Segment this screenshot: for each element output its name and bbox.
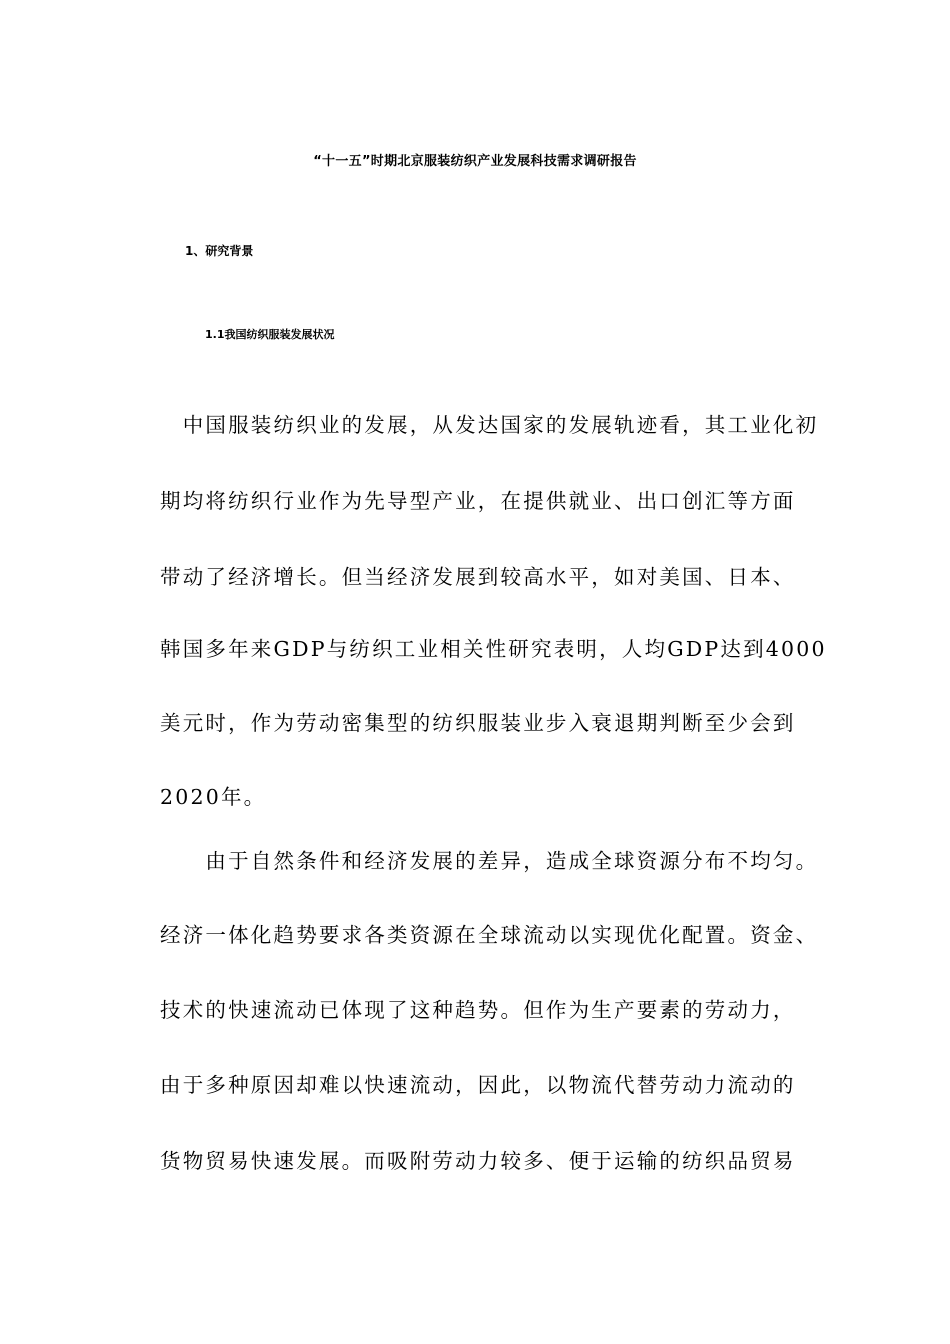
document-title: “十一五”时期北京服装纺织产业发展科技需求调研报告 [313,154,637,169]
paragraph-line: 由于多种原因却难以快速流动，因此，以物流代替劳动力流动的 [160,1073,796,1097]
paragraph-line: 中国服装纺织业的发展，从发达国家的发展轨迹看，其工业化初 [160,413,819,437]
paragraph-line: 2020年。 [160,785,267,809]
paragraph-line: 期均将纺织行业作为先导型产业，在提供就业、出口创汇等方面 [160,489,796,513]
paragraph-line: 带动了经济增长。但当经济发展到较高水平，如对美国、日本、 [160,565,796,589]
subsection-heading: 1.1我国纺织服装发展状况 [205,328,335,341]
section-heading: 1、研究背景 [185,244,254,258]
paragraph-line: 美元时，作为劳动密集型的纺织服装业步入衰退期判断至少会到 [160,711,796,735]
paragraph-line: 经济一体化趋势要求各类资源在全球流动以实现优化配置。资金、 [160,923,819,947]
paragraph-line: 韩国多年来GDP与纺织工业相关性研究表明，人均GDP达到4000 [160,637,827,661]
paragraph-line: 由于自然条件和经济发展的差异，造成全球资源分布不均匀。 [160,849,819,873]
paragraph-line: 技术的快速流动已体现了这种趋势。但作为生产要素的劳动力， [160,998,796,1022]
paragraph-line: 货物贸易快速发展。而吸附劳动力较多、便于运输的纺织品贸易 [160,1149,796,1173]
